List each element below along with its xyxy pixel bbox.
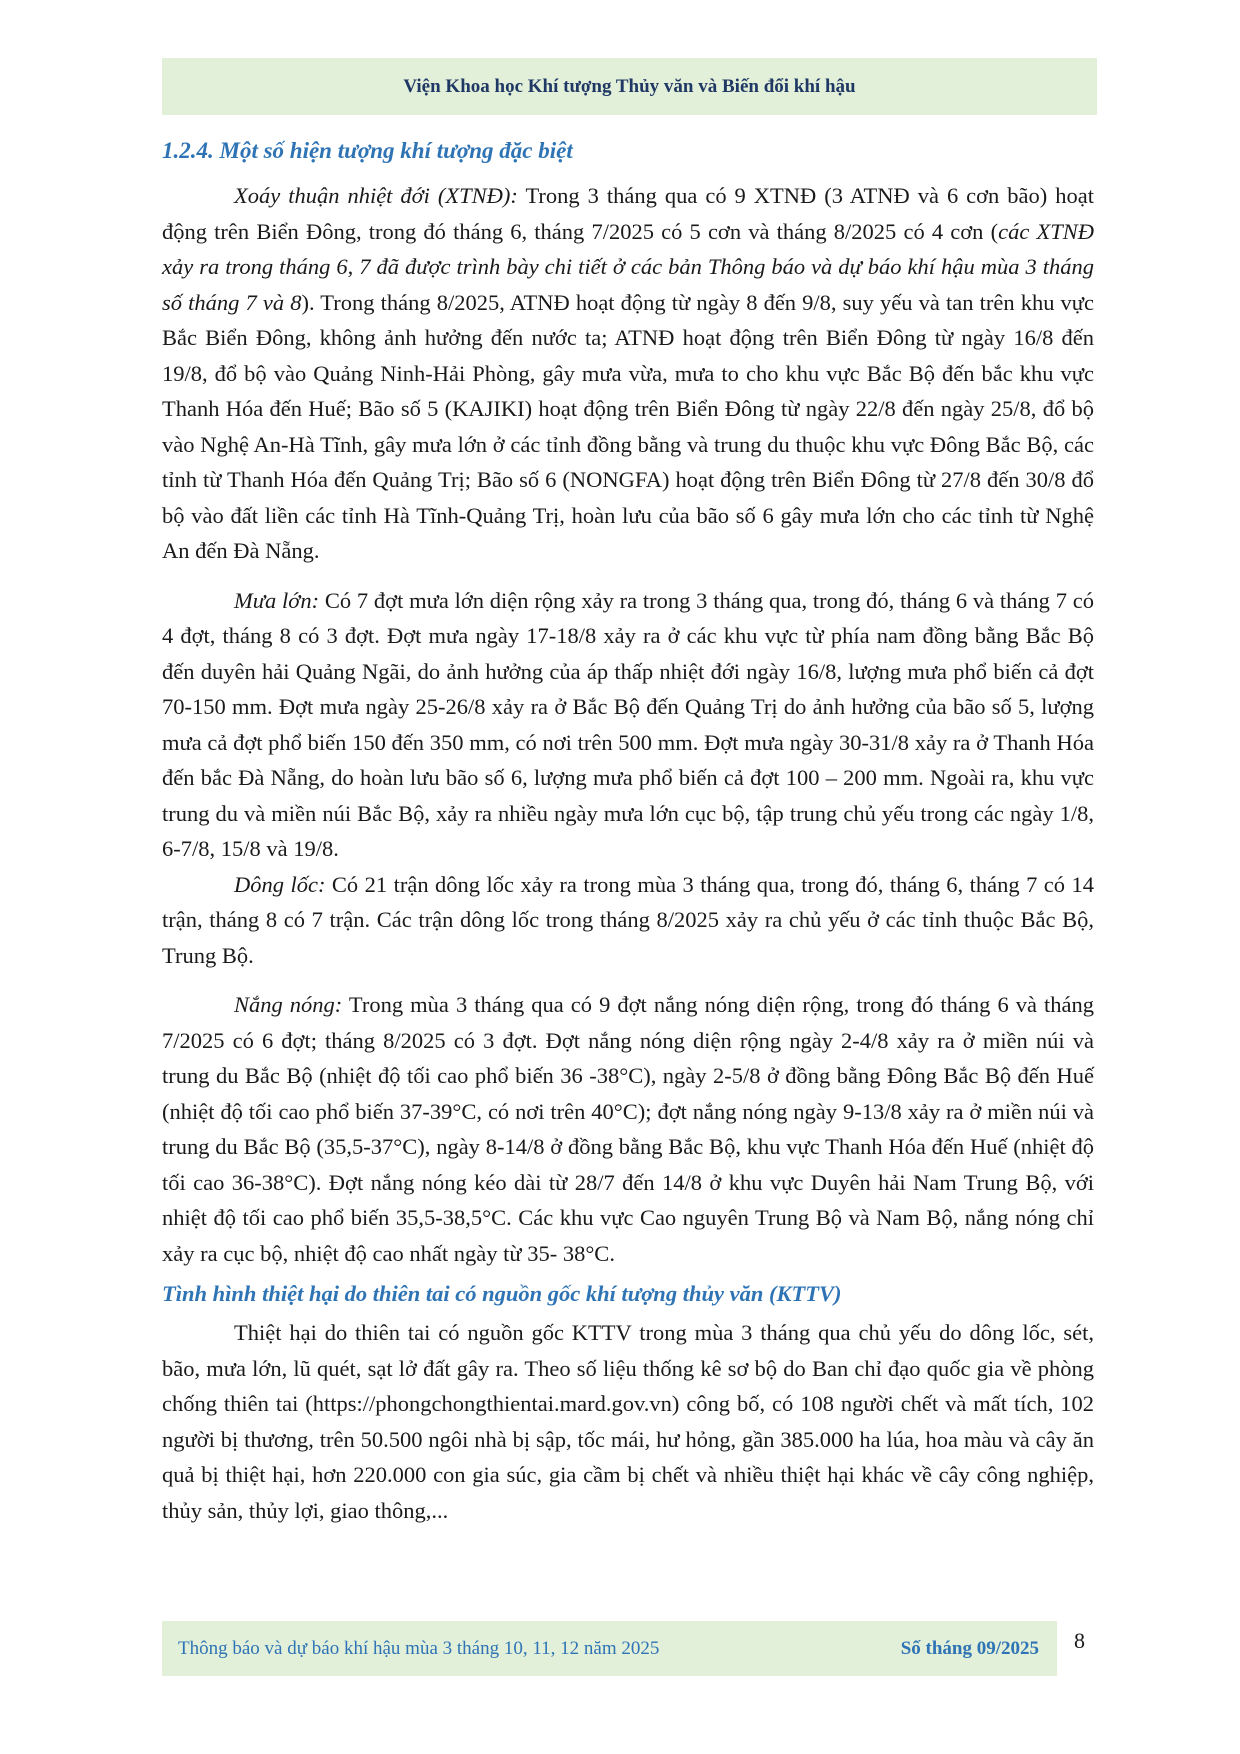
paragraph-thunderstorm — [162, 867, 1094, 974]
paragraph-text: Trong 3 tháng qua có 9 XTNĐ (3 ATNĐ và 6 cơn bão) hoạt động trên Biển Đông, trong đó tháng 6, tháng 7/2025 có 5 cơn và tháng 8/2025 có 4 cơn ( — [162, 183, 1094, 244]
footer-publication-title: Thông báo và dự báo khí hậu mùa 3 tháng 10, 11, 12 năm 2025 — [178, 1637, 660, 1659]
page-header — [162, 58, 1097, 115]
paragraph-heavy-rain — [162, 583, 1094, 867]
paragraph-text: ). Trong tháng 8/2025, ATNĐ hoạt động từ ngày 8 đến 9/8, suy yếu và tan trên khu vực Bắc Biển Đông, không ảnh hưởng đến nước ta; ATNĐ hoạt động trên Biển Đông từ ngày 16/8 đến 19/8, đổ bộ vào Quảng Ninh-Hải Phòng, gây mưa vừa, mưa to cho khu vực Bắc Bộ đến bắc khu vực Thanh Hóa đến Huế; Bão số 5 (KAJIKI) hoạt động trên Biển Đông từ ngày 22/8 đến ngày 25/8, đổ bộ vào Nghệ An-Hà Tĩnh, gây mưa lớn ở các tỉnh đồng bằng và trung du thuộc khu vực Đông Bắc Bộ, các tỉnh từ Thanh Hóa đến Quảng Trị; Bão số 6 (NONGFA) hoạt động trên Biển Đông từ 27/8 đến 30/8 đổ bộ vào đất liền các tỉnh Hà Tĩnh-Quảng Trị, hoàn lưu của bão số 6 gây mưa lớn cho các tỉnh từ Nghệ An đến Đà Nẵng. — [162, 289, 1094, 563]
paragraph-tropical-cyclone — [162, 178, 1094, 569]
header-title: Viện Khoa học Khí tượng Thủy văn và Biến đổi khí hậu — [403, 75, 856, 97]
paragraph-lead: Nắng nóng: — [234, 992, 343, 1017]
page-number: 8 — [1074, 1628, 1085, 1653]
paragraph-lead: Xoáy thuận nhiệt đới (XTNĐ): — [234, 183, 518, 208]
document-body — [162, 132, 1094, 1528]
paragraph-italic-note: các XTNĐ xảy ra trong tháng 6, 7 đã được trình bày chi tiết ở các bản Thông báo và dự báo khí hậu mùa 3 tháng số tháng 7 và 8 — [162, 218, 1094, 315]
paragraph-heatwave — [162, 987, 1094, 1271]
section-heading: 1.2.4. Một số hiện tượng khí tượng đặc biệt — [162, 138, 573, 163]
paragraph-text: Trong mùa 3 tháng qua có 9 đợt nắng nóng diện rộng, trong đó tháng 6 và tháng 7/2025 có 6 đợt; tháng 8/2025 có 3 đợt. Đợt nắng nóng diện rộng ngày 2-4/8 xảy ra ở miền núi và trung du Bắc Bộ (nhiệt độ tối cao phổ biến 36 -38°C), ngày 2-5/8 ở đồng bằng Đông Bắc Bộ đến Huế (nhiệt độ tối cao phổ biến 37-39°C, có nơi trên 40°C); đợt nắng nóng ngày 9-13/8 xảy ra ở miền núi và trung du Bắc Bộ (35,5-37°C), ngày 8-14/8 ở đồng bằng Bắc Bộ, khu vực Thanh Hóa đến Huế (nhiệt độ tối cao 36-38°C). Đợt nắng nóng kéo dài từ 28/7 đến 14/8 ở khu vực Duyên hải Nam Trung Bộ, với nhiệt độ tối cao phổ biến 35,5-38,5°C. Các khu vực Cao nguyên Trung Bộ và Nam Bộ, nắng nóng chỉ xảy ra cục bộ, nhiệt độ cao nhất ngày từ 35- 38°C. — [162, 992, 1095, 1266]
paragraph-damage — [162, 1315, 1094, 1528]
paragraph-text: Có 21 trận dông lốc xảy ra trong mùa 3 tháng qua, trong đó, tháng 6, tháng 7 có 14 trận, tháng 8 có 7 trận. Các trận dông lốc trong tháng 8/2025 xảy ra chủ yếu ở các tỉnh thuộc Bắc Bộ, Trung Bộ. — [162, 871, 1094, 968]
damage-heading: Tình hình thiệt hại do thiên tai có nguồn gốc khí tượng thủy văn (KTTV) — [162, 1281, 842, 1306]
paragraph-text: Có 7 đợt mưa lớn diện rộng xảy ra trong 3 tháng qua, trong đó, tháng 6 và tháng 7 có 4 đợt, tháng 8 có 3 đợt. Đợt mưa ngày 17-18/8 xảy ra ở các khu vực từ phía nam đồng bằng Bắc Bộ đến duyên hải Quảng Ngãi, do ảnh hưởng của áp thấp nhiệt đới ngày 16/8, lượng mưa phổ biến cả đợt 70-150 mm. Đợt mưa ngày 25-26/8 xảy ra ở Bắc Bộ đến Quảng Trị do ảnh hưởng của bão số 5, lượng mưa cả đợt phổ biến 150 đến 350 mm, có nơi trên 500 mm. Đợt mưa ngày 30-31/8 xảy ra ở Thanh Hóa đến bắc Đà Nẵng, do hoàn lưu bão số 6, lượng mưa phổ biến cả đợt 100 – 200 mm. Ngoài ra, khu vực trung du và miền núi Bắc Bộ, xảy ra nhiều ngày mưa lớn cục bộ, tập trung chủ yếu trong các ngày 1/8, 6-7/8, 15/8 và 19/8. — [162, 587, 1094, 861]
footer-issue-number: Số tháng 09/2025 — [900, 1637, 1039, 1659]
paragraph-lead: Dông lốc: — [234, 871, 326, 897]
page-footer — [162, 1621, 1057, 1676]
paragraph-text: Thiệt hại do thiên tai có nguồn gốc KTTV trong mùa 3 tháng qua chủ yếu do dông lốc, sét, bão, mưa lớn, lũ quét, sạt lở đất gây ra. Theo số liệu thống kê sơ bộ do Ban chỉ đạo quốc gia về phòng chống thiên tai (https://phongchongthientai.mard.gov.vn) công bố, có 108 người chết và mất tích, 102 người bị thương, trên 50.500 ngôi nhà bị sập, tốc mái, hư hỏng, gần 385.000 ha lúa, hoa màu và cây ăn quả bị thiệt hại, hơn 220.000 con gia súc, gia cầm bị chết và nhiều thiệt hại khác về cây công nghiệp, thủy sản, thủy lợi, giao thông,... — [162, 1320, 1094, 1523]
paragraph-lead: Mưa lớn: — [234, 587, 320, 613]
